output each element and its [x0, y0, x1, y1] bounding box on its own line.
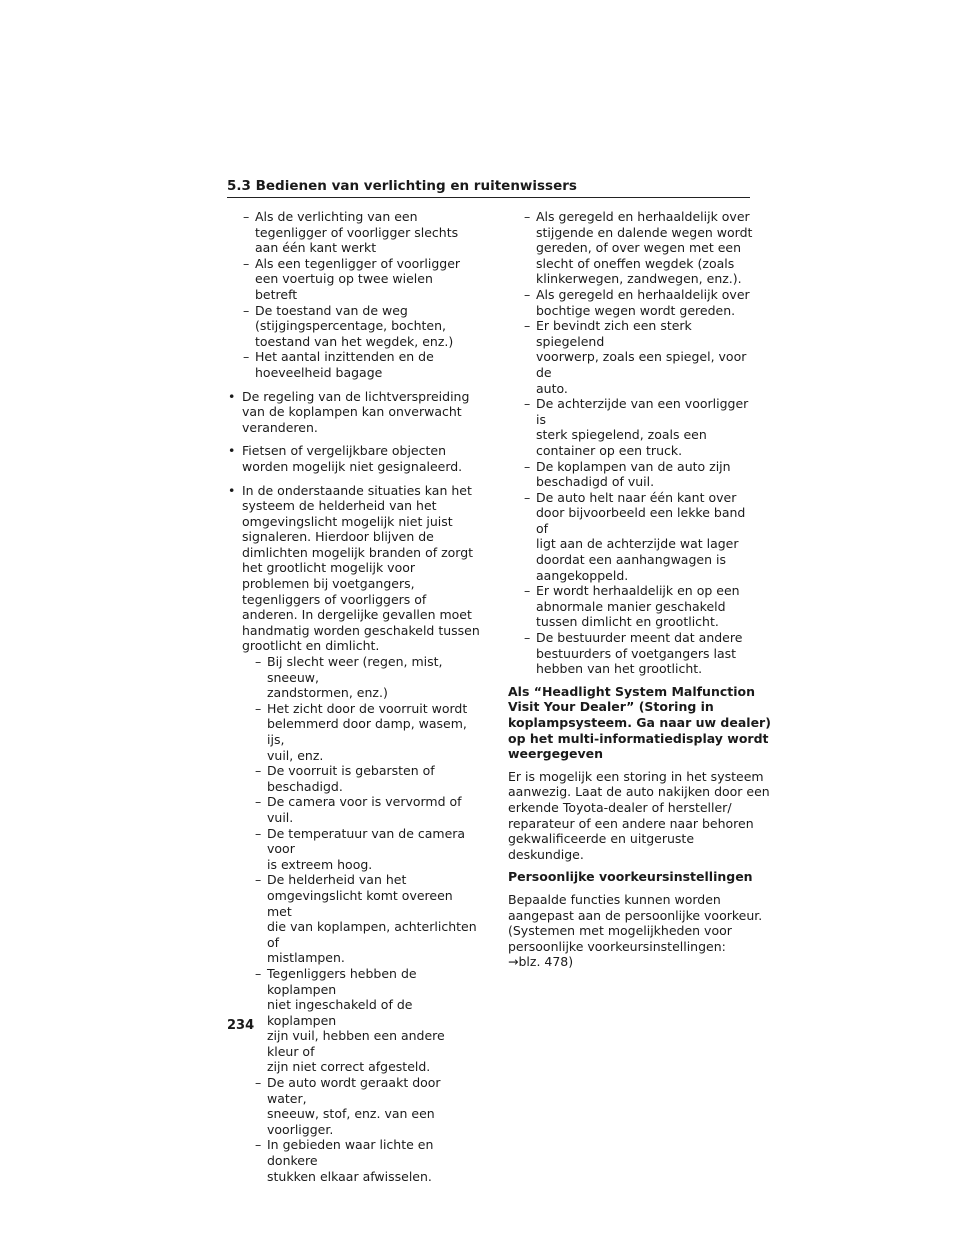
- dash-item-line: (stijgingspercentage, bochten,: [255, 318, 446, 334]
- dash-item-line: zijn vuil, hebben een andere kleur of: [267, 1028, 445, 1059]
- heading-line: weergegeven: [508, 746, 604, 762]
- paragraph-line: Bepaalde functies kunnen worden: [508, 891, 721, 907]
- bullet-dot: •: [228, 482, 236, 498]
- dash-marker: –: [524, 630, 531, 646]
- dash-item-line: hebben van het grootlicht.: [536, 661, 703, 677]
- section-header: [227, 178, 750, 198]
- dash-list-item: [508, 583, 753, 630]
- dash-item-line: ligt aan de achterzijde wat lager: [536, 536, 739, 552]
- dash-item-line: tussen dimlicht en grootlicht.: [536, 614, 719, 630]
- dash-list-item: [508, 459, 753, 490]
- dash-list-item: [508, 209, 753, 287]
- bullet-line: anderen. In dergelijke gevallen moet: [242, 607, 472, 623]
- dash-marker: –: [255, 1075, 262, 1091]
- bullet-line: problemen bij voetgangers,: [242, 576, 415, 592]
- dash-item-line: sneeuw, stof, enz. van een: [267, 1106, 435, 1122]
- dash-list-item: [239, 654, 477, 701]
- dash-item-line: zijn niet correct afgesteld.: [267, 1059, 431, 1075]
- heading-line: Visit Your Dealer” (Storing in: [508, 699, 714, 715]
- dash-list-item: [239, 794, 477, 825]
- dash-item-line: Het aantal inzittenden en de: [255, 349, 434, 365]
- intro-dash-list: [227, 209, 477, 381]
- dash-item-line: bestuurders of voetgangers last: [536, 645, 737, 661]
- dash-item-line: De koplampen van de auto zijn: [536, 458, 731, 474]
- paragraph-line: (Systemen met mogelijkheden voor: [508, 923, 732, 939]
- dash-item-line: tegenligger of voorligger slechts: [255, 224, 459, 240]
- paragraph-line: persoonlijke voorkeursinstellingen:: [508, 938, 726, 954]
- bullet-line: het grootlicht mogelijk voor: [242, 560, 416, 576]
- dash-item-line: slecht of oneffen wegdek (zoals: [536, 255, 735, 271]
- dash-marker: –: [255, 872, 262, 888]
- dash-item-line: auto.: [536, 380, 568, 396]
- right-dash-list: [508, 209, 753, 677]
- bullet-line: systeem de helderheid van het: [242, 498, 437, 514]
- dash-list-item: [239, 872, 477, 966]
- dash-list-item: [239, 1075, 477, 1137]
- bullet-line: signaleren. Hierdoor blijven de: [242, 529, 434, 545]
- dash-list-item: [227, 256, 477, 303]
- bullet-item-lichtverspreiding: [227, 389, 477, 436]
- bullet-line: Fietsen of vergelijkbare objecten: [242, 443, 447, 459]
- dash-item-line: De voorruit is gebarsten of: [267, 763, 435, 779]
- dash-item-line: gereden, of over wegen met een: [536, 240, 742, 256]
- bullet-text: [242, 443, 477, 474]
- dash-list-item: [239, 763, 477, 794]
- dash-item-line: De camera voor is vervormd of vuil.: [267, 794, 462, 825]
- malfunction-paragraph: [508, 768, 770, 863]
- bullet-line: veranderen.: [242, 419, 318, 435]
- bullet-line: omgevingslicht mogelijk niet juist: [242, 513, 453, 529]
- dash-marker: –: [243, 209, 250, 224]
- dash-list-item: [239, 1137, 477, 1184]
- dash-item-line: klinkerwegen, zandwegen, enz.).: [536, 271, 742, 287]
- dash-item-line: beschadigd of vuil.: [536, 474, 655, 490]
- paragraph-line: →blz. 478): [508, 954, 574, 970]
- bullet-line: tegenliggers of voorliggers of: [242, 591, 427, 607]
- dash-item-line: sterk spiegelend, zoals een: [536, 427, 707, 443]
- bullet-line: dimlichten mogelijk branden of zorgt: [242, 544, 474, 560]
- page-number: 234: [227, 1018, 255, 1033]
- dash-item-line: bochtige wegen wordt gereden.: [536, 302, 736, 318]
- dash-item-line: Als geregeld en herhaaldelijk over: [536, 286, 750, 302]
- dash-list-item: [239, 966, 477, 1075]
- dash-list-item: [227, 303, 477, 350]
- bullet-item-omgevingslicht: [227, 482, 480, 1185]
- dash-item-line: hoeveelheid bagage: [255, 364, 383, 380]
- dash-marker: –: [243, 302, 250, 318]
- dash-marker: –: [243, 255, 250, 271]
- dash-item-line: De auto wordt geraakt door water,: [267, 1075, 441, 1106]
- dash-marker: –: [524, 209, 531, 224]
- dash-item-line: Tegenliggers hebben de koplampen: [267, 965, 417, 997]
- paragraph-line: aanwezig. Laat de auto nakijken door een: [508, 784, 770, 800]
- dash-list-item: [239, 826, 477, 873]
- dash-item-line: De temperatuur van de camera voor: [267, 825, 466, 857]
- dash-item-line: zandstormen, enz.): [267, 685, 388, 701]
- bullet-line: De regeling van de lichtverspreiding: [242, 388, 470, 404]
- dash-marker: –: [255, 700, 262, 716]
- dash-item-line: aan één kant werkt: [255, 240, 377, 256]
- bullet-text: [242, 482, 480, 655]
- dash-item-line: De achterzijde van een voorligger is: [536, 396, 749, 427]
- situation-dash-list: [242, 654, 477, 1184]
- dash-item-line: In gebieden waar lichte en donkere: [267, 1137, 434, 1169]
- dash-item-line: Er wordt herhaaldelijk en op een: [536, 583, 740, 599]
- dash-item-line: abnormale manier geschakeld: [536, 598, 726, 614]
- dash-marker: –: [255, 654, 262, 670]
- dash-list-item: [508, 396, 753, 458]
- dash-list-item: [508, 490, 753, 584]
- dash-item-line: belemmerd door damp, wasem, ijs,: [267, 716, 467, 747]
- dash-item-line: De helderheid van het: [267, 872, 407, 888]
- dash-item-line: De bestuurder meent dat andere: [536, 630, 743, 646]
- dash-item-line: die van koplampen, achterlichten of: [267, 919, 477, 950]
- bullet-dot: •: [228, 388, 236, 404]
- dash-item-line: De auto helt naar één kant over: [536, 489, 737, 505]
- bullet-text: [242, 389, 477, 436]
- dash-item-line: is extreem hoog.: [267, 856, 373, 872]
- dash-list-item: [227, 349, 477, 380]
- bullet-line: worden mogelijk niet gesignaleerd.: [242, 458, 463, 474]
- dash-item-line: container op een truck.: [536, 442, 683, 458]
- dash-item-line: aangekoppeld.: [536, 567, 629, 583]
- heading-line: Als “Headlight System Malfunction: [508, 683, 756, 699]
- dash-marker: –: [524, 583, 531, 599]
- dash-marker: –: [255, 825, 262, 841]
- dash-marker: –: [524, 458, 531, 474]
- dash-list-item: [227, 209, 477, 256]
- paragraph-line: reparateur of een andere naar behoren: [508, 815, 754, 831]
- dash-item-line: stukken elkaar afwisselen.: [267, 1168, 432, 1184]
- dash-item-line: Als de verlichting van een: [255, 209, 418, 224]
- dash-item-line: vuil, enz.: [267, 747, 324, 763]
- bullet-line: grootlicht en dimlicht.: [242, 638, 380, 654]
- dash-item-line: doordat een aanhangwagen is: [536, 552, 726, 568]
- dash-marker: –: [524, 396, 531, 412]
- preferences-heading: Persoonlijke voorkeursinstellingen: [508, 869, 753, 885]
- paragraph-line: erkende Toyota-dealer of hersteller/: [508, 799, 732, 815]
- preferences-paragraph: [508, 891, 763, 970]
- paragraph-line: aangepast aan de persoonlijke voorkeur.: [508, 907, 763, 923]
- dash-marker: –: [255, 794, 262, 810]
- dash-item-line: De toestand van de weg: [255, 302, 408, 318]
- right-column: [508, 209, 771, 970]
- dash-item-line: toestand van het wegdek, enz.): [255, 333, 454, 349]
- dash-marker: –: [255, 1137, 262, 1153]
- dash-marker: –: [524, 286, 531, 302]
- dash-item-line: voorwerp, zoals een spiegel, voor de: [536, 349, 747, 380]
- left-column: [227, 209, 480, 1184]
- dash-list-item: [239, 701, 477, 763]
- dash-item-line: voorligger.: [267, 1121, 334, 1137]
- dash-item-line: omgevingslicht komt overeen met: [267, 887, 453, 919]
- dash-item-line: stijgende en dalende wegen wordt: [536, 224, 753, 240]
- dash-item-line: niet ingeschakeld of de koplampen: [267, 997, 413, 1028]
- dash-item-line: een voertuig op twee wielen betreft: [255, 271, 433, 302]
- bullet-line: In de onderstaande situaties kan het: [242, 482, 472, 498]
- dash-marker: –: [255, 965, 262, 981]
- bullet-line: handmatig worden geschakeld tussen: [242, 622, 480, 638]
- dash-item-line: Als geregeld en herhaaldelijk over: [536, 209, 750, 224]
- dash-marker: –: [243, 349, 250, 365]
- heading-line: koplampsysteem. Ga naar uw dealer): [508, 715, 771, 730]
- section-title: 5.3 Bedienen van verlichting en ruitenwissers: [227, 178, 577, 194]
- bullet-dot: •: [228, 443, 236, 459]
- dash-item-line: door bijvoorbeeld een lekke band of: [536, 505, 746, 536]
- malfunction-heading: [508, 683, 771, 762]
- heading-line: op het multi-informatiedisplay wordt: [508, 730, 769, 746]
- dash-marker: –: [255, 763, 262, 779]
- paragraph-line: gekwalificeerde en uitgeruste: [508, 831, 695, 847]
- dash-item-line: Er bevindt zich een sterk spiegelend: [536, 318, 692, 349]
- dash-item-line: Het zicht door de voorruit wordt: [267, 700, 468, 716]
- dash-item-line: Bij slecht weer (regen, mist, sneeuw,: [267, 654, 443, 685]
- dash-list-item: [508, 630, 753, 677]
- dash-item-line: beschadigd.: [267, 778, 343, 794]
- dash-marker: –: [524, 318, 531, 334]
- bullet-line: van de koplampen kan onverwacht: [242, 404, 462, 420]
- dash-marker: –: [524, 489, 531, 505]
- bullet-item-fietsen: [227, 443, 477, 474]
- dash-list-item: [508, 318, 753, 396]
- dash-item-line: Als een tegenligger of voorligger: [255, 255, 461, 271]
- dash-list-item: [508, 287, 753, 318]
- paragraph-line: deskundige.: [508, 846, 584, 862]
- dash-item-line: mistlampen.: [267, 950, 345, 966]
- paragraph-line: Er is mogelijk een storing in het systeem: [508, 768, 764, 784]
